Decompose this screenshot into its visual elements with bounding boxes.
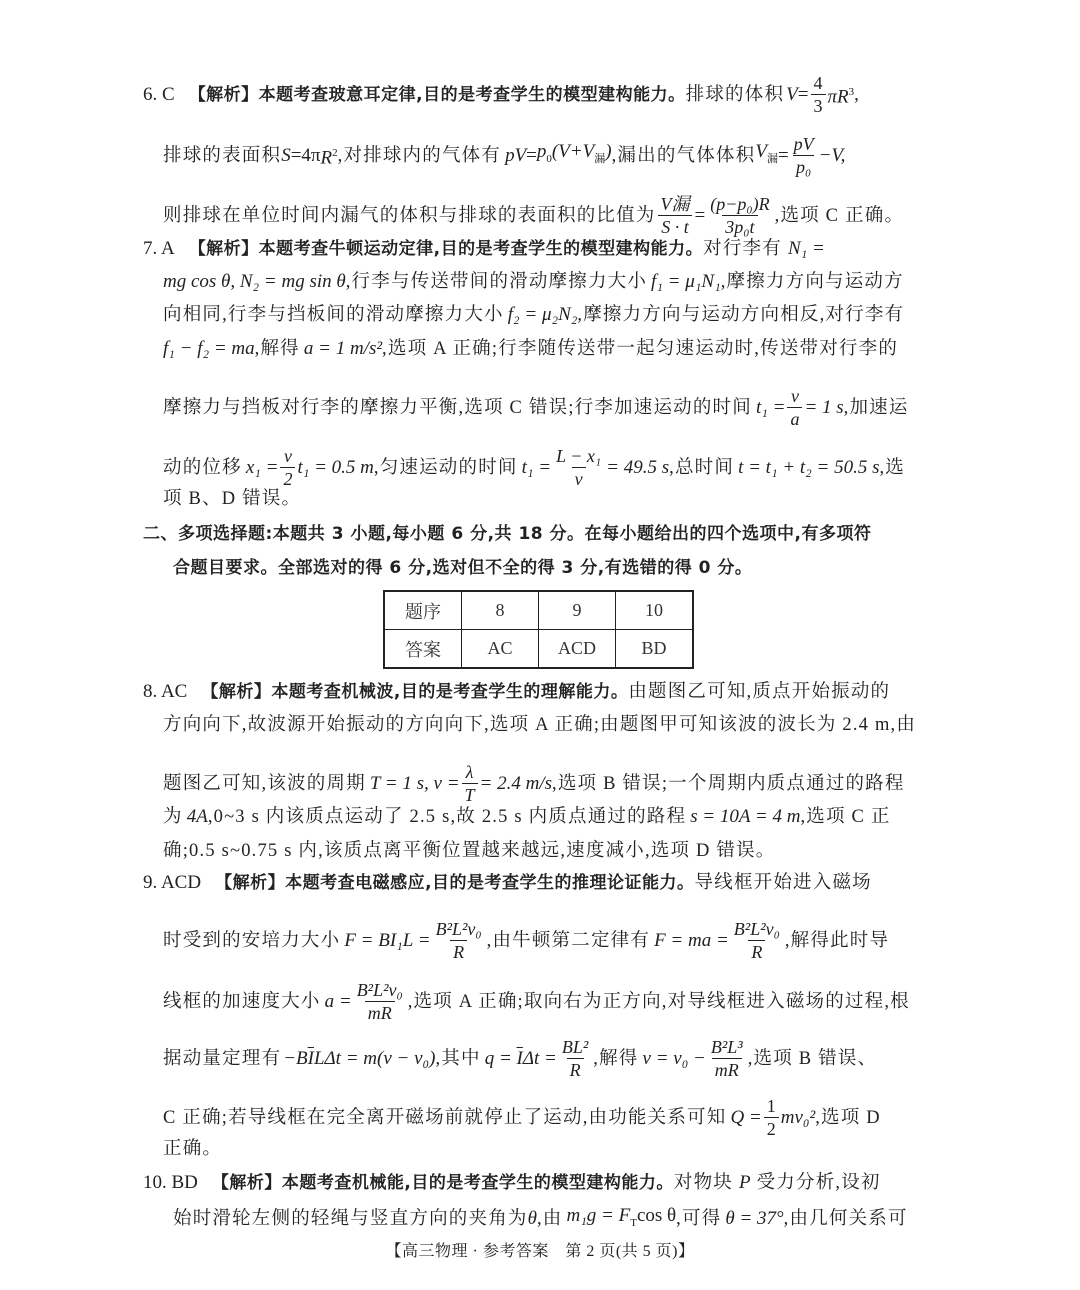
formula: v = v₀ − — [642, 1047, 706, 1069]
answer-table — [383, 590, 694, 669]
q9-analysis-tag: 【解析】本题考查电磁感应,目的是考查学生的推理论证能力。 — [215, 873, 695, 893]
q8-text: ,0~3 s 内该质点运动了 2.5 s,故 2.5 s 内质点通过的路程 — [207, 807, 687, 827]
q10-text: 受力分析,设初 — [756, 1173, 881, 1193]
formula: P — [738, 1172, 751, 1193]
fraction: $\frac{\text{(p−p₀)R}}{\text{3p₀t}}$ — [710, 194, 770, 237]
formula: 4A — [186, 806, 208, 827]
q6-text: ,漏出的气体体积 — [611, 145, 756, 166]
answer-table-answer-row — [384, 630, 693, 669]
formula: = 1 s — [804, 396, 844, 418]
q7-text: ,摩擦力方向与运动方向相反,对行李有 — [577, 305, 905, 325]
formula: $\pi R^3$ — [827, 85, 855, 108]
q6-text: 则排球在单位时间内漏气的体积与排球的表面积的比值为 — [163, 205, 656, 226]
q7-analysis-tag: 【解析】本题考查牛顿运动定律,目的是考查学生的模型建构能力。 — [188, 239, 704, 259]
q8-text: 题图乙可知,该波的周期 — [163, 773, 366, 794]
fraction: $\frac{v}{a}$ — [787, 385, 802, 430]
q8-text: 为 — [163, 807, 183, 827]
q7-text: 动的位移 — [163, 457, 242, 478]
formula: t = t₁ + t₂ = 50.5 s — [738, 456, 880, 478]
q6-analysis-tag: 【解析】本题考查玻意耳定律,目的是考查学生的模型建构能力。 — [188, 84, 686, 105]
formula: f₁ = μ₁N₁ — [651, 271, 721, 292]
formula: = 2.4 m/s — [479, 772, 553, 794]
formula: S — [281, 144, 291, 166]
q10-line-1 — [143, 1172, 881, 1194]
formula: = — [777, 144, 789, 166]
formula: pV — [505, 144, 527, 166]
formula: s = 10A = 4 m — [690, 806, 801, 827]
q10-text: ,由 — [536, 1209, 563, 1230]
q10-text: 对物块 — [673, 1173, 733, 1193]
fraction: $\frac{4}{3}$ — [811, 72, 826, 117]
q10-text: ,可得 — [676, 1209, 722, 1230]
q9-text: 线框的加速度大小 — [163, 991, 321, 1012]
q10-line-2 — [173, 1205, 908, 1234]
formula: $m_1g = F_T\cos$ θ — [566, 1205, 677, 1229]
q10-text: ,由几何关系可 — [783, 1209, 908, 1230]
q6-line-2 — [163, 133, 845, 178]
q9-text: ,其中 — [435, 1048, 481, 1069]
q9-number: 9. ACD — [143, 872, 202, 893]
q6-text: ,选项 C 正确。 — [774, 205, 905, 226]
formula: t₁ = — [755, 396, 786, 418]
q7-text: 摩擦力与挡板对行李的摩擦力平衡,选项 C 错误;行李加速运动的时间 — [163, 397, 752, 418]
q8-text: 方向向下,故波源开始振动的方向向下,选项 A 正确;由题图甲可知该波的波长为 2.4 m,由 — [163, 715, 917, 735]
fraction: $\frac{pV}{\text{p₀}}$ — [793, 134, 814, 177]
fraction: $\frac{\text{B²L³}}{mR}$ — [710, 1037, 743, 1080]
section-2-text: 二、多项选择题:本题共 3 小题,每小题 6 分,共 18 分。在每小题给出的四个选项中,有多项符 — [143, 524, 872, 544]
q8-line-3 — [163, 761, 905, 806]
q10-analysis-tag: 【解析】本题考查机械能,目的是考查学生的模型建构能力。 — [211, 1173, 674, 1193]
q8-number: 8. AC — [143, 681, 188, 702]
formula: θ — [527, 1208, 537, 1230]
table-cell: 10 — [616, 591, 694, 630]
section-2-text: 合题目要求。全部选对的得 6 分,选对但不全的得 3 分,有选错的得 0 分。 — [173, 558, 753, 578]
q9-line-2 — [163, 918, 889, 963]
q8-text: ,选项 B 错误;一个周期内质点通过的路程 — [552, 773, 905, 794]
formula: f₁ − f₂ = ma — [163, 338, 255, 359]
q9-line-6 — [163, 1138, 222, 1160]
fraction: $\frac{\lambda}{T}$ — [462, 761, 478, 806]
formula: = — [797, 83, 809, 105]
fraction: $\frac{\text{V漏}}{S \cdot t}$ — [658, 193, 693, 238]
q10-text: 始时滑轮左侧的轻绳与竖直方向的夹角为 — [173, 1209, 528, 1230]
q7-text: ,行李与传送带间的滑动摩擦力大小 — [345, 272, 648, 292]
q7-text: 项 B、D 错误。 — [163, 489, 302, 509]
q7-line-5 — [163, 385, 909, 430]
q7-line-6 — [163, 445, 905, 490]
section-2-heading-line-2 — [173, 557, 752, 579]
q7-text: ,摩擦力方向与运动方 — [720, 272, 904, 292]
formula: $R^2$ — [320, 146, 338, 169]
q8-text: 由题图乙可知,质点开始振动的 — [628, 682, 891, 702]
q8-text: 确;0.5 s~0.75 s 内,该质点离平衡位置越来越远,速度减小,选项 D 错误。 — [163, 841, 776, 861]
table-cell: 8 — [462, 591, 539, 630]
q9-text: ,选项 A 正确;取向右为正方向,对导线框进入磁场的过程,根 — [407, 991, 910, 1012]
q9-text: 据动量定理有 — [163, 1048, 282, 1069]
q8-line-1 — [143, 681, 890, 703]
formula: a = — [324, 990, 352, 1012]
q9-text: C 正确;若导线框在完全离开磁场前就停止了运动,由功能关系可知 — [163, 1107, 727, 1128]
q7-text: ,选项 A 正确;行李随传送带一起匀速运动时,传送带对行李的 — [382, 339, 899, 359]
fraction: $\frac{\text{B²L²v₀}}{R}$ — [435, 919, 482, 962]
fraction: $\frac{v}{2}$ — [280, 445, 295, 490]
formula: mg cos θ, N₂ = mg sin θ — [163, 271, 346, 292]
q9-text: ,选项 B 错误、 — [747, 1048, 878, 1069]
q8-analysis-tag: 【解析】本题考查机械波,目的是考查学生的理解能力。 — [201, 682, 629, 702]
q8-line-4 — [163, 806, 891, 828]
table-cell: 9 — [539, 591, 616, 630]
q7-text: ,总时间 — [669, 457, 735, 478]
fraction: $\frac{\text{B²L²v₀}}{R}$ — [733, 919, 780, 962]
q9-text: 时受到的安培力大小 — [163, 930, 341, 951]
q7-text: ,加速运 — [843, 397, 909, 418]
formula: a = 1 m/s² — [303, 338, 383, 359]
q9-line-4 — [163, 1036, 877, 1081]
formula: $V_漏$ — [755, 141, 778, 165]
q9-text: 导线框开始进入磁场 — [694, 873, 872, 893]
q7-text: 对行李有 — [703, 239, 782, 259]
q8-text: ,选项 C 正 — [800, 807, 891, 827]
q7-text: ,匀速运动的时间 — [373, 457, 518, 478]
table-cell: BD — [616, 630, 694, 669]
formula: θ = 37° — [725, 1208, 784, 1230]
q7-number: 7. A — [143, 238, 175, 259]
answer-table-header-row — [384, 591, 693, 630]
formula: = — [526, 144, 537, 166]
formula: t₁ = 0.5 m — [297, 456, 374, 478]
formula: , — [854, 83, 859, 105]
formula: F = ma = — [654, 929, 729, 951]
q9-line-5 — [163, 1095, 881, 1140]
q6-text: ,对排球内的气体有 — [337, 145, 502, 166]
q8-line-2 — [163, 714, 916, 736]
formula: $-B\overline{I}L\Delta t = m(v - v_0)$ — [283, 1047, 436, 1069]
page-footer: 【高三物理 · 参考答案 第 2 页(共 5 页)】 — [385, 1243, 695, 1260]
q9-text: ,解得 — [593, 1048, 639, 1069]
formula: $p_0(V+V_漏)$ — [536, 141, 612, 165]
q7-text: ,选 — [879, 457, 906, 478]
q8-line-5 — [163, 840, 776, 862]
formula: V — [786, 83, 798, 105]
q7-line-4 — [163, 338, 898, 360]
fraction: $\frac{\text{L − x₁}}{v}$ — [556, 446, 602, 489]
fraction: $\frac{\text{B²L²v₀}}{mR}$ — [356, 980, 403, 1023]
table-cell: AC — [462, 630, 539, 669]
formula: mv₀² — [780, 1106, 816, 1128]
q9-line-1 — [143, 872, 872, 894]
q9-text: ,由牛顿第二定律有 — [486, 930, 651, 951]
fraction: $\frac{\text{BL²}}{R}$ — [561, 1037, 589, 1080]
q7-line-2 — [163, 271, 904, 293]
q7-line-3 — [163, 304, 904, 326]
formula: = — [694, 204, 706, 226]
formula: =4π — [290, 144, 321, 166]
formula: f₂ = μ₂N₂ — [507, 304, 578, 325]
q6-line-1 — [143, 72, 859, 117]
q7-line-1 — [143, 238, 825, 260]
formula: t₁ = — [521, 456, 552, 478]
table-cell: 答案 — [384, 630, 462, 669]
q9-text: 正确。 — [163, 1139, 223, 1159]
q7-text: ,解得 — [254, 339, 300, 359]
q6-number: 6. C — [143, 83, 175, 105]
formula: F = BI₁L = — [344, 929, 431, 951]
formula: x₁ = — [245, 456, 279, 478]
q9-text: ,选项 D — [815, 1107, 881, 1128]
q6-text: 排球的体积 — [685, 84, 785, 105]
table-cell: 题序 — [384, 591, 462, 630]
q9-line-3 — [163, 979, 910, 1024]
formula: N₁ = — [787, 238, 825, 259]
q9-text: ,解得此时导 — [784, 930, 890, 951]
formula: T = 1 s, v = — [369, 772, 460, 794]
fraction: $\frac{1}{2}$ — [764, 1095, 779, 1140]
q6-text: 排球的表面积 — [163, 145, 282, 166]
q7-text: 向相同,行李与挡板间的滑动摩擦力大小 — [163, 305, 504, 325]
formula: = 49.5 s — [606, 456, 670, 478]
q6-line-3 — [163, 193, 904, 238]
formula: −V, — [818, 144, 846, 166]
formula: $q = \overline{I}\Delta t$ = — [484, 1047, 557, 1069]
section-2-heading — [143, 523, 872, 545]
q7-line-7 — [163, 488, 301, 510]
q10-number: 10. BD — [143, 1172, 198, 1193]
table-cell: ACD — [539, 630, 616, 669]
formula: Q = — [730, 1106, 762, 1128]
